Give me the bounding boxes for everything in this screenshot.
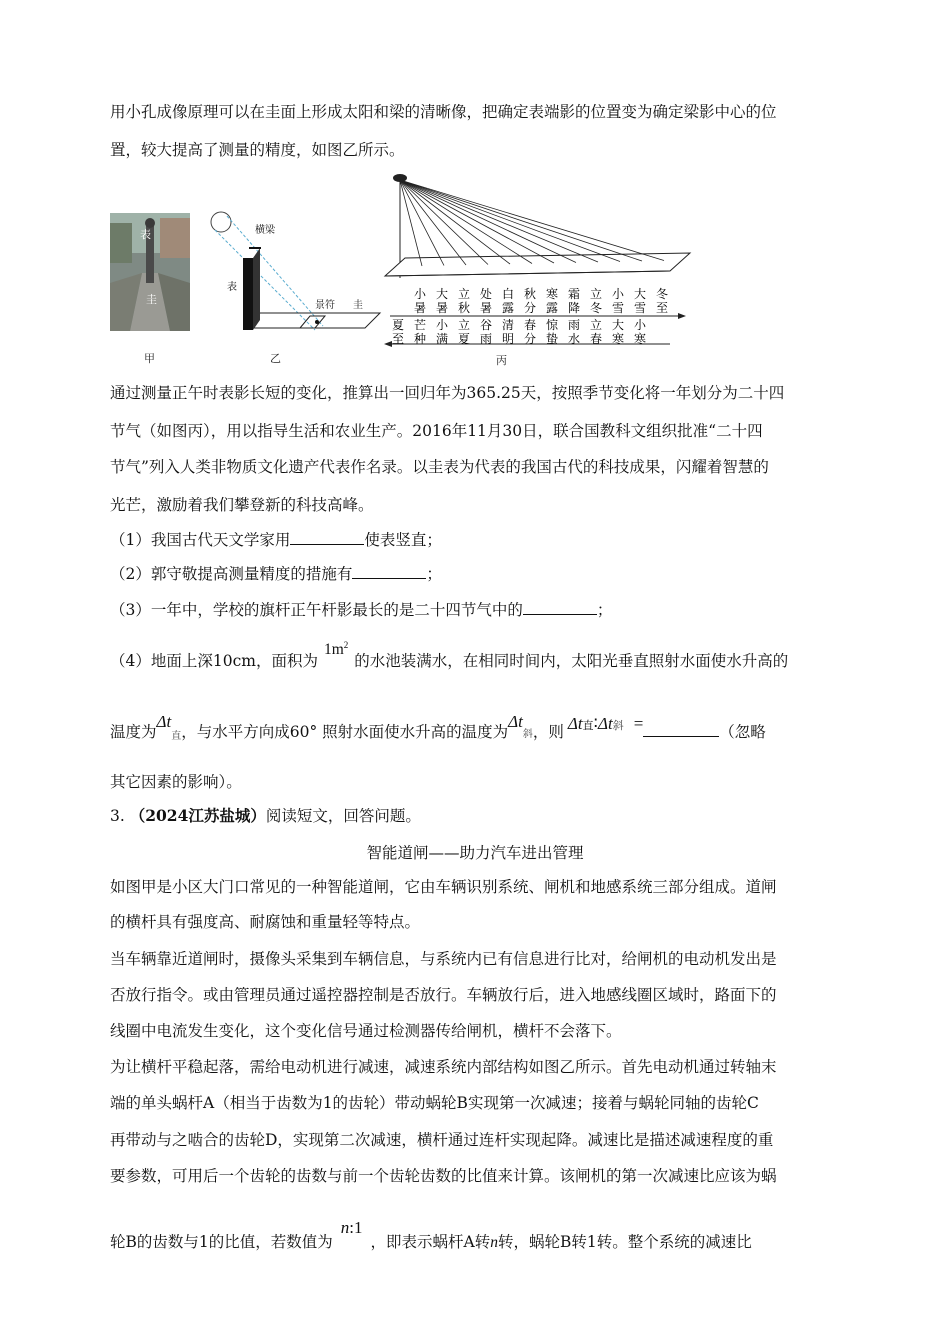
figure-bing-diagram [380,168,700,353]
solar-term-top-char: 降 [568,301,581,315]
question-1: （1）我国古代天文学家用 使表竖直； [110,531,442,549]
sun-ray-line [400,180,488,265]
solar-term-bottom-char: 立 [590,318,603,332]
yi-label-hengliang: 横梁 [255,225,275,236]
solar-term-bottom-char: 惊 [546,318,559,332]
text-line: 节气”列入人类非物质文化遗产代表作名录。以圭表为代表的我国古代的科技成果，闪耀着智慧的 [110,458,769,476]
solar-term-bottom-char: 芒 [414,318,427,332]
answer-blank[interactable] [290,530,364,545]
solar-term-bottom-char: 春 [590,332,603,346]
solar-term-bottom-char: 夏 [458,332,471,346]
delta-t-zhi: $\Delta t_直$ [156,712,182,742]
question-4-line2: 温度为$\Delta t_直$，与水平方向成60° 照射水面使水升高的温度为$\Delta t_斜$，则 Δt直∶Δt斜 = （忽略 [110,712,766,742]
solar-term-bottom-char: 寒 [634,332,647,346]
solar-term-top-char: 寒 [546,287,559,301]
solar-term-bottom-char: 夏 [392,318,405,332]
solar-term-top-char: 冬 [656,287,669,301]
solar-term-top-char: 冬 [590,301,603,315]
text-line: 如图甲是小区大门口常见的一种智能道闸，它由车辆识别系统、闸机和地感系统三部分组成。道闸 [110,878,777,896]
yi-label-jingfu: 景符 [315,300,335,311]
text-line: 为让横杆平稳起落，需给电动机进行减速，减速系统内部结构如图乙所示。首先电动机通过转轴末 [110,1058,777,1076]
text-line: 其它因素的影响）。 [110,773,242,791]
figure-bing-caption: 丙 [496,354,507,367]
solar-term-bottom-char: 大 [612,318,625,332]
question-3-header: 3. （2024江苏盐城）阅读短文，回答问题。 [110,806,421,825]
solar-term-top-char: 露 [546,301,559,315]
yi-label-gui: 圭 [353,300,363,311]
solar-term-top-char: 暑 [414,301,427,315]
solar-term-top-char: 暑 [436,301,449,315]
text-line: 光芒，激励着我们攀登新的科技高峰。 [110,496,374,514]
solar-term-top-char: 暑 [480,301,493,315]
sun-ray-line [400,180,642,261]
solar-term-bottom-char: 雨 [480,332,493,346]
solar-term-top-char: 小 [414,287,427,301]
text-line: 否放行指令。或由管理员通过遥控器控制是否放行。车辆放行后，进入地感线圈区域时，路面下的 [110,986,777,1004]
figure-jia-photo [110,213,190,331]
text-line: 端的单头蜗杆A（相当于齿数为1的齿轮）带动蜗轮B实现第一次减速；接着与蜗轮同轴的齿轮C [110,1094,759,1112]
yi-label-biao: 表 [227,282,237,293]
text-line: 要参数，可用后一个齿轮的齿数与前一个齿轮齿数的比值来计算。该闸机的第一次减速比应该为蜗 [110,1167,777,1185]
solar-term-bottom-char: 雨 [568,318,581,332]
solar-term-top-char: 秋 [524,287,537,301]
solar-term-top-char: 立 [590,287,603,301]
delta-t-xie: $\Delta t_斜$ [508,712,533,740]
question-4-line1: （4）地面上深10cm，面积为$1m^2$的水池装满水，在相同时间内，太阳光垂直照射水面使水升高的 [110,640,789,671]
solar-term-bottom-char: 立 [458,318,471,332]
answer-blank[interactable] [523,600,597,615]
solar-term-top-char: 大 [436,287,449,301]
solar-term-top-char: 秋 [458,301,471,315]
sun-ray-line [400,180,422,266]
solar-term-bottom-char: 小 [634,318,647,332]
text-line: 当车辆靠近道闸时，摄像头采集到车辆信息，与系统内已有信息进行比对，给闸机的电动机发出是 [110,950,777,968]
question-2: （2）郭守敬提高测量精度的措施有 ； [110,565,442,583]
jia-label-biao: 表 [140,228,151,241]
solar-term-bottom-char: 分 [524,332,537,346]
solar-term-top-char: 处 [480,287,493,301]
solar-term-bottom-char: 水 [568,332,581,346]
text-line: 再带动与之啮合的齿轮D，实现第二次减速，横杆通过连杆实现起降。减速比是描述减速程度的重 [110,1131,774,1149]
solar-term-top-char: 霜 [568,287,581,301]
solar-term-bottom-char: 明 [502,332,515,346]
sun-ray-line [400,180,554,263]
text-line: 通过测量正午时表影长短的变化，推算出一回归年为365.25天，按照季节变化将一年划分为二十四 [110,384,785,402]
text-line: 置，较大提高了测量的精度，如图乙所示。 [110,141,405,159]
text-line: 的横杆具有强度高、耐腐蚀和重量轻等特点。 [110,913,421,931]
ratio-expression: Δt直∶Δt斜 = [567,714,644,733]
figure-yi-diagram [205,208,385,343]
text-line: 轮B的齿数与1的比值，若数值为n:1，即表示蜗杆A转n转，蜗轮B转1转。整个系统的减速比 [110,1218,752,1251]
sun-ray-line [400,180,598,262]
sun-ray-line [400,180,576,263]
area-unit: $1m^2$ [323,640,349,659]
text-line: 用小孔成像原理可以在圭面上形成太阳和梁的清晰像，把确定表端影的位置变为确定梁影中心的位 [110,103,777,121]
solar-term-bottom-char: 小 [436,318,449,332]
solar-term-top-char: 至 [656,301,669,315]
solar-term-top-char: 白 [502,287,515,301]
figure-yi-caption: 乙 [270,352,281,365]
solar-term-top-char: 雪 [612,301,625,315]
text-line: 节气（如图丙），用以指导生活和农业生产。2016年11月30日，联合国教科文组织批准“二十四 [110,422,763,440]
solar-term-bottom-char: 至 [392,332,405,346]
solar-term-top-char: 小 [612,287,625,301]
answer-blank[interactable] [643,722,719,737]
solar-term-bottom-char: 清 [502,318,515,332]
ratio-n-1: n:1 [340,1218,363,1237]
solar-term-bottom-char: 满 [436,332,449,346]
sun-ray-line [400,180,664,261]
solar-term-top-char: 大 [634,287,647,301]
solar-term-top-char: 露 [502,301,515,315]
text-line: 线圈中电流发生变化，这个变化信号通过检测器传给闸机，横杆不会落下。 [110,1022,622,1040]
question-3: （3）一年中，学校的旗杆正午杆影最长的是二十四节气中的 ； [110,601,613,619]
solar-term-bottom-char: 春 [524,318,537,332]
figure-jia-caption: 甲 [144,352,155,365]
solar-term-top-char: 雪 [634,301,647,315]
solar-term-bottom-char: 蛰 [546,332,559,346]
solar-term-bottom-char: 谷 [480,318,493,332]
jia-label-gui: 圭 [146,293,157,306]
answer-blank[interactable] [352,564,426,579]
article-title: 智能道闸——助力汽车进出管理 [366,844,584,862]
solar-term-bottom-char: 寒 [612,332,625,346]
solar-term-top-char: 立 [458,287,471,301]
solar-term-bottom-char: 种 [414,332,427,346]
solar-term-top-char: 分 [524,301,537,315]
